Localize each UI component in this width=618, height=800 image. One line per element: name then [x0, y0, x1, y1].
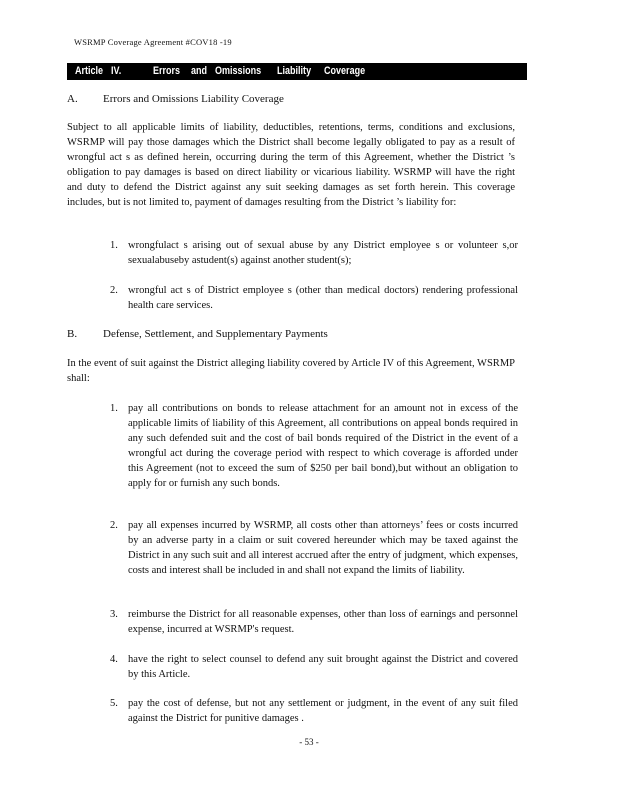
section-title: Errors and Omissions Liability Coverage	[103, 93, 284, 105]
article-title-word: Errors	[153, 65, 181, 77]
list-item-text: wrongfulact s arising out of sexual abuse by any District employee s or volunteer s,or sexualabuseby astudent(s) against another student(s);	[128, 240, 518, 266]
list-item-text: pay all expenses incurred by WSRMP, all costs other than attorneys’ fees or costs incurred by an adverse party in a claim or suit covered hereunder which may be taxed against the District in any such suit and all interest accrued after the entry of judgment, which expenses, costs and interest shall be included in and shall not expand the limits of liability.	[128, 520, 518, 576]
article-numeral: IV.	[111, 65, 122, 77]
list-item-number: 2.	[110, 285, 118, 296]
list-item-text: reimburse the District for all reasonable expenses, other than loss of earnings and personnel expense, incurred at WSRMP's request.	[128, 609, 518, 635]
section-a-paragraph: Subject to all applicable limits of liability, deductibles, retentions, terms, conditions and exclusions, WSRMP will pay those damages which the District shall become legally obligated to pay as a result of wrongful act s as defined herein, occurring during the term of this Agreement, whether the District ’s obligation to pay damages is based on direct liability or vicarious liability. WSRMP will have the right and duty to defend the District against any suit seeking damages as set forth herein. This coverage includes, but is not limited to, payment of damages resulting from the District ’s liability for:	[67, 122, 515, 208]
list-item-number: 4.	[110, 654, 118, 665]
list-item-number: 5.	[110, 698, 118, 709]
article-title-word: Liability	[277, 65, 312, 77]
article-title-word: Coverage	[324, 65, 366, 77]
list-item-text: have the right to select counsel to defend any suit brought against the District and covered by this Article.	[128, 654, 518, 680]
section-letter: B.	[67, 328, 78, 340]
list-item-number: 1.	[110, 240, 118, 251]
section-letter: A.	[67, 93, 78, 105]
list-item-number: 2.	[110, 520, 118, 531]
list-item-text: wrongful act s of District employee s (other than medical doctors) rendering professional health care services.	[128, 285, 518, 311]
article-title-word: Omissions	[215, 65, 262, 77]
page-number: - 53 -	[299, 737, 319, 747]
list-item-text: pay the cost of defense, but not any settlement or judgment, in the event of any suit filed against the District for punitive damages .	[128, 698, 518, 724]
running-header: WSRMP Coverage Agreement #COV18 -19	[74, 37, 232, 47]
article-heading-bar	[67, 63, 527, 80]
section-title: Defense, Settlement, and Supplementary Payments	[103, 328, 328, 340]
list-item-number: 1.	[110, 403, 118, 414]
list-item-text: pay all contributions on bonds to release attachment for an amount not in excess of the applicable limits of liability of this Agreement, all contributions on appeal bonds required in any such defended suit and the cost of bail bonds required of the District in the event of a wrongful act during the coverage period with respect to which coverage is afforded under this Agreement (not to exceed the sum of $250 per bail bond),but without an obligation to apply for or furnish any such bonds.	[128, 403, 518, 489]
list-item-number: 3.	[110, 609, 118, 620]
article-title-word: and	[191, 65, 208, 77]
section-b-paragraph: In the event of suit against the District alleging liability covered by Article IV of this Agreement, WSRMP shall:	[67, 358, 515, 384]
article-word: Article	[75, 65, 104, 77]
